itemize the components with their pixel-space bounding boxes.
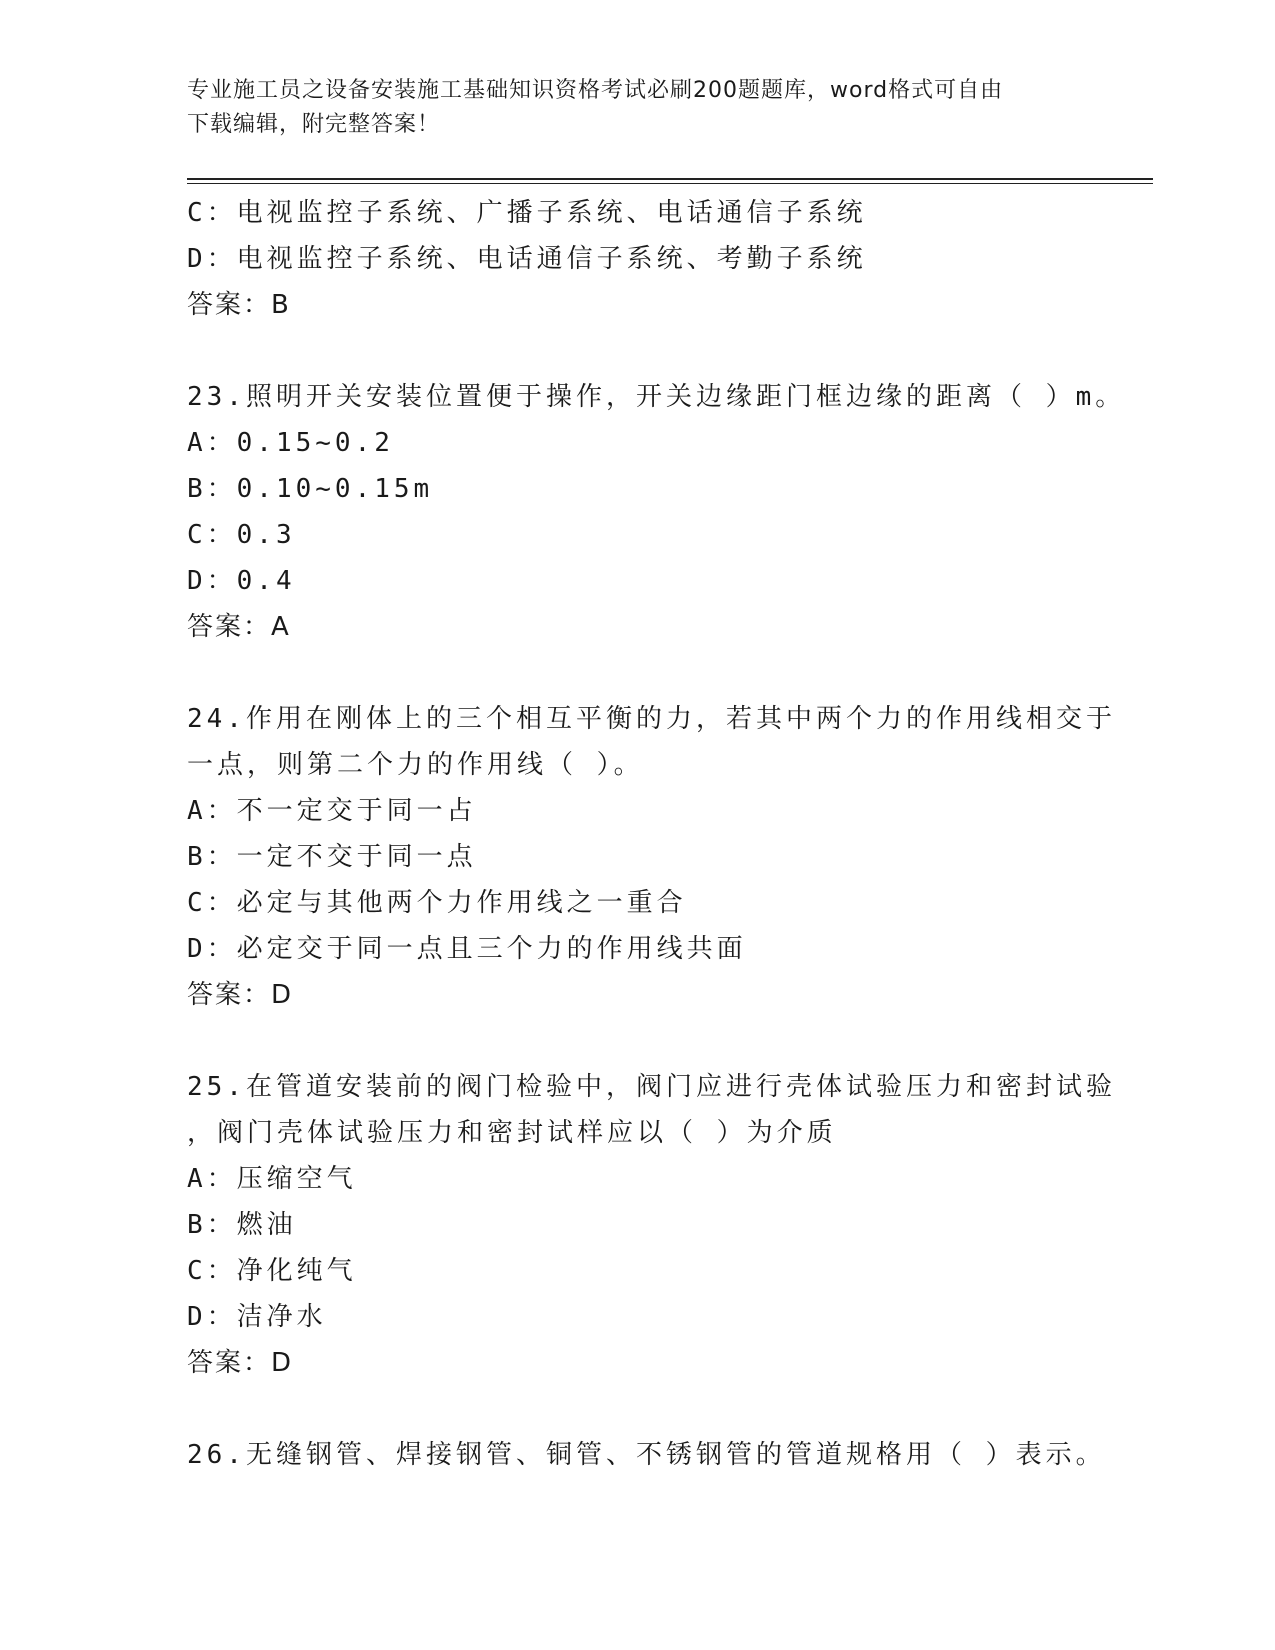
option-c: C：0.3 xyxy=(187,520,296,550)
header-divider-thin xyxy=(187,183,1153,184)
question-list xyxy=(187,190,1137,1478)
question-block-26 xyxy=(187,1432,1137,1478)
question-stem-continued: 一点，则第二个力的作用线（ ）。 xyxy=(187,750,644,780)
spacer xyxy=(187,328,1137,374)
answer-line: 答案：B xyxy=(187,290,291,320)
question-stem: 25.在管道安装前的阀门检验中，阀门应进行壳体试验压力和密封试验 xyxy=(187,1072,1116,1102)
option-d: D：必定交于同一点且三个力的作用线共面 xyxy=(187,934,747,964)
question-block-prev xyxy=(187,190,1137,328)
header-title-line-1: 专业施工员之设备安装施工基础知识资格考试必刷200题题库，word格式可自由 xyxy=(187,78,1004,103)
option-c: C：必定与其他两个力作用线之一重合 xyxy=(187,888,687,918)
header-title-line-2: 下载编辑，附完整答案！ xyxy=(187,112,441,137)
header-divider-thick xyxy=(187,178,1153,180)
option-c: C：净化纯气 xyxy=(187,1256,357,1286)
spacer xyxy=(187,1018,1137,1064)
answer-line: 答案：A xyxy=(187,612,291,642)
option-a: A：压缩空气 xyxy=(187,1164,357,1194)
option-a: A：0.15~0.2 xyxy=(187,428,394,458)
option-d: D：0.4 xyxy=(187,566,296,596)
spacer xyxy=(187,650,1137,696)
answer-line: 答案：D xyxy=(187,980,294,1010)
option-b: B：燃油 xyxy=(187,1210,297,1240)
option-b: B：0.10~0.15m xyxy=(187,474,434,504)
spacer xyxy=(187,1386,1137,1432)
question-stem: 26.无缝钢管、焊接钢管、铜管、不锈钢管的管道规格用（ ）表示。 xyxy=(187,1440,1106,1470)
question-block-25 xyxy=(187,1064,1137,1386)
option-c: C：电视监控子系统、广播子系统、电话通信子系统 xyxy=(187,198,867,228)
answer-line: 答案：D xyxy=(187,1348,294,1378)
question-block-24 xyxy=(187,696,1137,1018)
option-a: A：不一定交于同一占 xyxy=(187,796,477,826)
question-stem-continued: ，阀门壳体试验压力和密封试样应以（ ）为介质 xyxy=(187,1118,837,1148)
page-header xyxy=(187,74,1087,142)
option-d: D：电视监控子系统、电话通信子系统、考勤子系统 xyxy=(187,244,867,274)
option-d: D：洁净水 xyxy=(187,1302,327,1332)
question-stem: 23.照明开关安装位置便于操作，开关边缘距门框边缘的距离（ ）m。 xyxy=(187,382,1126,412)
question-block-23 xyxy=(187,374,1137,650)
option-b: B：一定不交于同一点 xyxy=(187,842,477,872)
question-stem: 24.作用在刚体上的三个相互平衡的力，若其中两个力的作用线相交于 xyxy=(187,704,1116,734)
